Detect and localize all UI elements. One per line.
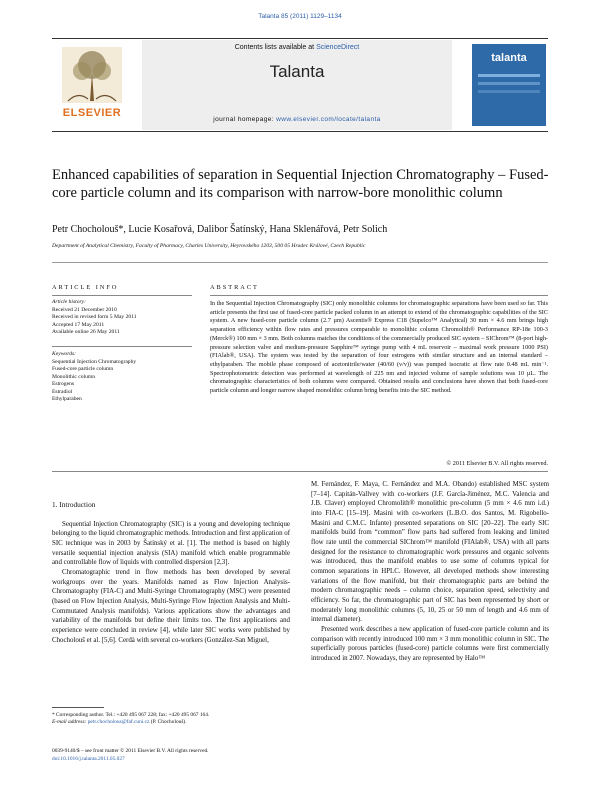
publisher-name: ELSEVIER (62, 107, 122, 119)
article-title: Enhanced capabilities of separation in Sequential Injection Chromatography – Fused-core particle column and its comparison with narrow-bore monolithic column (52, 167, 549, 201)
keywords (52, 351, 192, 404)
history-item: Received 21 December 2010 (52, 306, 117, 313)
body-paragraph: Chromatographic trend in flow methods has been developed by several workgroups over the years. Manifolds named as Flow Injection Analysis-Chromatography (FIA-C) and Multi-Syringe Chromatography (MSC) were presented (based on Flow Injection Analysis, Multi-Syringe Flow Injection Analysis and Multi-Commutated Analysis manifolds). Various applications show the advantages and variability of the manifolds but define their limits too. The first applications and experience were concluded in review [4], while later SIC works were published by Chocholouš et al. [5,6]. Cerdà with several co-workers (González-San Miguel, (52, 568, 290, 644)
body-paragraph: Sequential Injection Chromatography (SIC) is a young and developing technique belonging to the liquid chromatographic methods. Introduction and first application of SIC technique was in 2003 by Šatínský et al. [1]. The method is based on highly versatile sequential injection analysis (SIA) manifold which enable programmable and controllable flow of liquids with controlled dispersion [2,3]. (52, 520, 290, 567)
keywords-label: Keywords: (52, 351, 77, 357)
cover-stripe (478, 90, 540, 93)
keyword: Monolithic column (52, 373, 96, 380)
journal-name: Talanta (269, 62, 325, 81)
keyword: Sequential Injection Chromatography (52, 358, 137, 365)
email-suffix: (P. Chocholouš). (149, 719, 187, 725)
copyright: © 2011 Elsevier B.V. All rights reserved. (446, 460, 548, 467)
history-label: Article history: (52, 299, 87, 305)
article-history (52, 299, 192, 337)
affiliation: Department of Analytical Chemistry, Faculty of Pharmacy, Charles University, Heyrovského 1203, 500 05 Hradec Králové, Czech Republic (52, 243, 366, 249)
footnote-rule (52, 707, 104, 708)
divider (210, 295, 548, 296)
issn-line: 0039-9140/$ – see front matter © 2011 Elsevier B.V. All rights reserved. (52, 748, 209, 754)
email-note (52, 719, 292, 726)
history-item: Received in revised form 5 May 2011 (52, 314, 137, 320)
abstract-heading: ABSTRACT (210, 284, 259, 291)
body-paragraph: M. Fernández, F. Maya, C. Fernández and M.A. Obando) established MSC system [7–14]. Capitán-Vallvey with co-workers (J.F. García-Jiménez, M.C. Valencia and J.B. Claver) employed Chromolith® monolithic pre-column (5 mm × 4.6 mm i.d.) into FIA-C [15–19]. Masini with co-workers (L.B.O. dos Santos, M. Rigobello-Masini and C.M.C. Infante) presented separations on SIC [20–22]. The early SIC manifolds build from “common” flow parts had suffered from leaking and limited flow rate until the commercial SIChrom™ manifold (FIAlab®, USA) with all parts designed for the resistance to chromatographic work pressures and organic solvents was introduced, thus the manifold enables to use some of columns typical for common separations in HPLC. However, all developed methods show interesting variations of the flow manifold, but their chromatographic parts are behind the modern chromatographic needs – column choice, separation speed, selectivity and efficiency. So far, the chromatographic part of SIC has been represented by short or moderately long monolithic columns (5, 10, 25 or 50 mm of length and 4.6 mm of internal diameter). (311, 481, 549, 624)
footnotes (52, 712, 292, 726)
section-heading: 1. Introduction (52, 500, 96, 509)
body-column-left (52, 480, 290, 645)
publisher-logo[interactable] (52, 43, 132, 127)
keyword: Estradiol (52, 388, 73, 395)
header-top-rule (52, 38, 548, 39)
abstract-text: In the Sequential Injection Chromatography (SIC) only monolithic columns for chromatographic separations have been used so far. This article presents the first use of fused-core particle packed column in an attempt to extend of the chromatographic capabilities of the SIC system. A new fused-core particle column (2.7 µm) Ascentis® Express C18 (Supelco™ Analytical) 30 mm × 4.6 mm brings high separation efficiency within flow rates and pressures comparable to monolithic column Chromolith® Performance RP-18e 100-3 (Merck®) 100 mm × 3 mm. Both columns matches the conditions of the commercially produced SIC system – SIChrom™ (8-port high-pressure selection valve and medium-pressure Sapphire™ syringe pump with 4 mL reservoir – maximal work pressure 1000 PSI) (FIAlab®, USA). The system was tested by the separation of four estrogens with similar structure and an internal standard – ethylparaben. The mobile phase composed of acetonitrile/water (40/60 (v/v)) was pumped isocratic at flow rate 0.48 mL min⁻¹. Spectrophotometric detection was performed at wavelength of 225 nm and injected volume of sample solutions was 10 µL. The chromatographic characteristics of both columns were compared. Obtained results and conclusions have shown that both fused-core particle column and longer narrow shaped monolithic column bring benefits into the SIC method. (210, 300, 548, 395)
doi-link[interactable]: doi:10.1016/j.talanta.2011.05.027 (52, 755, 125, 762)
header-bottom-rule (52, 131, 548, 132)
article-info-heading: ARTICLE INFO (52, 284, 119, 291)
body-column-right (311, 480, 549, 663)
homepage-prefix: journal homepage: (213, 116, 277, 123)
keyword: Fused-core particle column (52, 366, 114, 372)
citation[interactable]: Talanta 85 (2011) 1129–1134 (258, 13, 342, 20)
corresponding-author-note: * Corresponding author. Tel.: +420 495 067 228; fax: +420 495 067 164. (52, 712, 210, 718)
history-item: Available online 26 May 2011 (52, 329, 120, 335)
contents-prefix: Contents lists available at (234, 44, 317, 51)
front-matter-info (52, 748, 312, 763)
email-label: E-mail address: (52, 719, 88, 725)
contents-line (142, 44, 452, 51)
divider (52, 346, 192, 347)
homepage-line (142, 116, 452, 123)
history-item: Accepted 17 May 2011 (52, 321, 105, 328)
cover-stripe (478, 82, 540, 85)
keyword: Ethylparaben (52, 396, 82, 402)
homepage-link[interactable]: www.elsevier.com/locate/talanta (276, 116, 381, 123)
divider (52, 262, 548, 263)
keyword: Estrogens (52, 381, 75, 387)
cover-stripe (478, 74, 540, 77)
journal-header (52, 38, 548, 132)
header-banner (142, 40, 452, 130)
divider (52, 471, 548, 472)
email-link[interactable]: petr.chocholous@faf.cuni.cz (87, 719, 150, 725)
cover-title: talanta (491, 52, 527, 64)
body-paragraph: Presented work describes a new application of fused-core particle column and its comparison with recently introduced 100 mm × 3 mm monolithic column in SIC. The superficially porous particles (fused-core) particle columns were first commercially introduced in 2007. Nowadays, they are represented by Halo™ (311, 625, 549, 662)
journal-cover[interactable] (472, 44, 546, 126)
divider (52, 295, 192, 296)
author-list: Petr Chocholouš*, Lucie Kosařová, Dalibor Šatínský, Hana Sklenářová, Petr Solich (52, 224, 388, 235)
elsevier-tree-icon (62, 47, 122, 103)
sciencedirect-link[interactable]: ScienceDirect (316, 44, 360, 51)
